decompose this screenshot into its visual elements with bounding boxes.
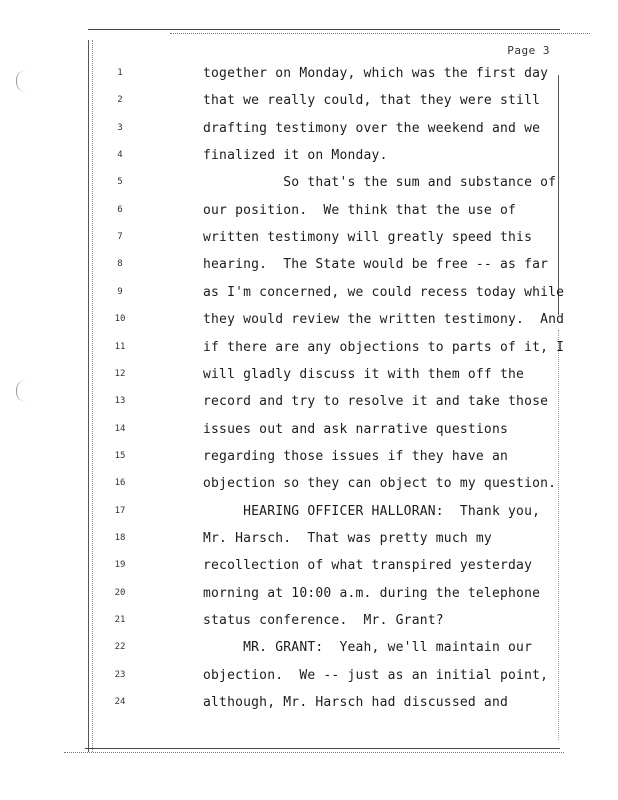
transcript-line-text: morning at 10:00 a.m. during the telephone bbox=[203, 586, 541, 601]
page-number-label: Page 3 bbox=[507, 44, 550, 57]
transcript-line-text: recollection of what transpired yesterday bbox=[203, 558, 533, 573]
left-margin-rule bbox=[88, 40, 89, 752]
line-number: 4 bbox=[117, 150, 123, 160]
line-number: 17 bbox=[114, 506, 126, 516]
transcript-line-text: drafting testimony over the weekend and we bbox=[203, 121, 541, 136]
line-number: 21 bbox=[114, 615, 126, 625]
punch-hole-mark bbox=[16, 380, 27, 402]
line-number: 9 bbox=[117, 287, 123, 297]
transcript-line-text: although, Mr. Harsch had discussed and bbox=[203, 695, 509, 710]
transcript-line-text: will gladly discuss it with them off the bbox=[203, 367, 525, 382]
transcript-line-text: issues out and ask narrative questions bbox=[203, 422, 509, 437]
transcript-line-text: regarding those issues if they have an bbox=[203, 449, 509, 464]
line-number: 24 bbox=[114, 697, 126, 707]
line-number: 20 bbox=[114, 588, 126, 598]
line-number: 18 bbox=[114, 533, 126, 543]
line-number: 8 bbox=[117, 259, 123, 269]
line-number: 13 bbox=[114, 396, 126, 406]
line-number: 15 bbox=[114, 451, 126, 461]
transcript-line-text: if there are any objections to parts of it, I bbox=[203, 340, 565, 355]
line-number: 3 bbox=[117, 123, 123, 133]
transcript-line-text: objection. We -- just as an initial point, bbox=[203, 668, 549, 683]
line-number: 2 bbox=[117, 95, 123, 105]
transcript-line-text: written testimony will greatly speed this bbox=[203, 230, 533, 245]
line-number: 6 bbox=[117, 205, 123, 215]
transcript-line-text: So that's the sum and substance of bbox=[203, 175, 557, 190]
line-number: 11 bbox=[114, 342, 126, 352]
bottom-rule bbox=[85, 748, 560, 749]
transcript-line-text: finalized it on Monday. bbox=[203, 148, 388, 163]
right-margin-rule bbox=[558, 75, 559, 315]
transcript-line-text: MR. GRANT: Yeah, we'll maintain our bbox=[203, 640, 533, 655]
line-number: 14 bbox=[114, 424, 126, 434]
bottom-rule-dotted bbox=[64, 752, 564, 753]
line-number: 7 bbox=[117, 232, 123, 242]
transcript-line-text: our position. We think that the use of bbox=[203, 203, 517, 218]
top-rule-right bbox=[515, 29, 560, 30]
right-margin-rule-lower bbox=[558, 330, 559, 740]
punch-hole-mark bbox=[16, 70, 27, 92]
transcript-line-text: they would review the written testimony. And bbox=[203, 312, 565, 327]
transcript-line-text: together on Monday, which was the first day bbox=[203, 66, 549, 81]
transcript-line-text: status conference. Mr. Grant? bbox=[203, 613, 444, 628]
line-number: 5 bbox=[117, 177, 123, 187]
transcript-line-text: that we really could, that they were still bbox=[203, 93, 541, 108]
line-number: 1 bbox=[117, 68, 123, 78]
transcript-line-text: HEARING OFFICER HALLORAN: Thank you, bbox=[203, 504, 541, 519]
transcript-line-text: hearing. The State would be free -- as far bbox=[203, 257, 549, 272]
top-rule-dotted bbox=[170, 33, 590, 34]
transcript-line-text: objection so they can object to my question. bbox=[203, 476, 557, 491]
line-number: 23 bbox=[114, 670, 126, 680]
top-rule bbox=[88, 29, 558, 30]
transcript-line-text: as I'm concerned, we could recess today while bbox=[203, 285, 565, 300]
left-margin-rule-inner bbox=[92, 40, 93, 752]
transcript-line-text: Mr. Harsch. That was pretty much my bbox=[203, 531, 492, 546]
line-number: 22 bbox=[114, 642, 126, 652]
line-number: 16 bbox=[114, 478, 126, 488]
transcript-line-text: record and try to resolve it and take those bbox=[203, 394, 549, 409]
line-number: 12 bbox=[114, 369, 126, 379]
line-number: 19 bbox=[114, 560, 126, 570]
line-number: 10 bbox=[114, 314, 126, 324]
